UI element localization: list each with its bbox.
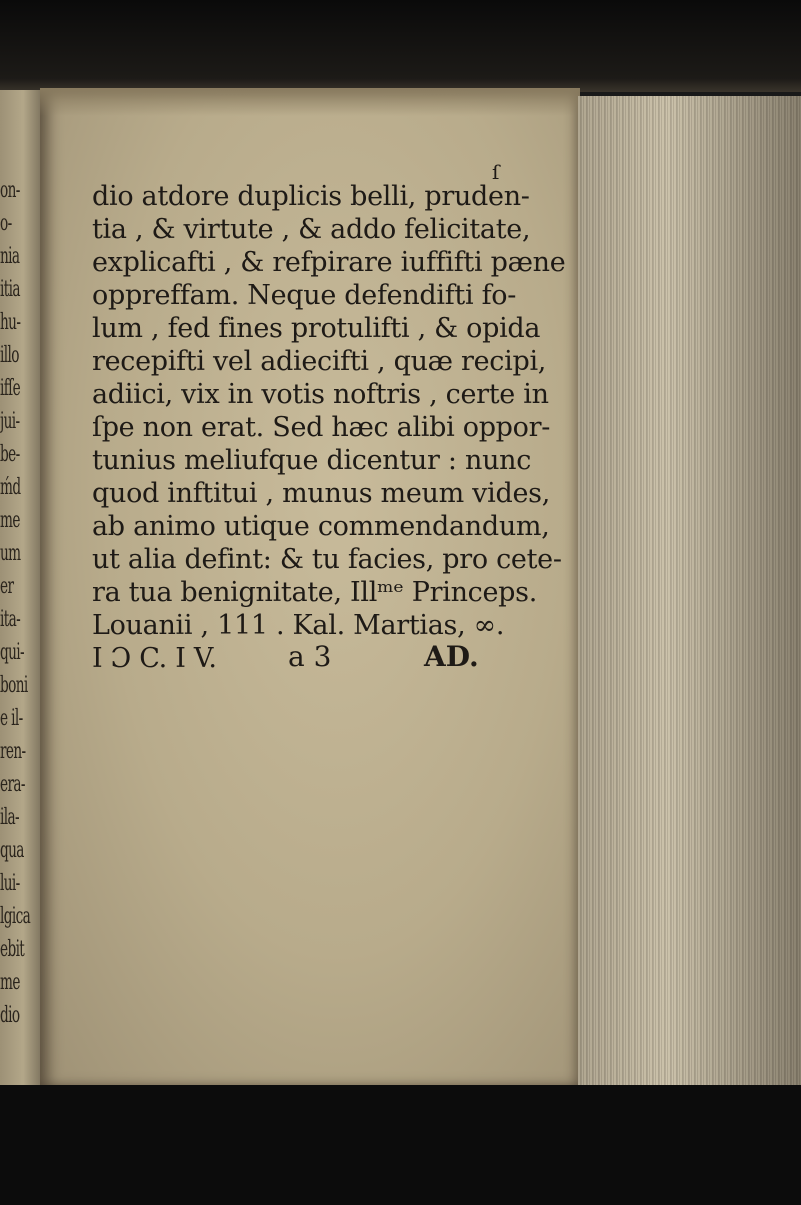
left-fragment: on- — [0, 178, 20, 203]
text-line: recepifti vel adiecifti , quæ recipi, — [92, 346, 547, 377]
left-fragment: era- — [0, 772, 25, 797]
left-fragment: be- — [0, 442, 20, 467]
text-line: ra tua benignitate, Illᵐᵉ Princeps. — [92, 577, 537, 608]
text-line: I Ɔ C. I V. — [92, 643, 217, 674]
text-line: quod inftitui , munus meum vides, — [92, 478, 550, 509]
text-line: lum , fed fines protulifti , & opida — [92, 313, 541, 344]
corner-mark: ſ — [492, 160, 500, 184]
left-fragment: lui- — [0, 871, 20, 896]
left-fragment: qui- — [0, 640, 25, 665]
left-fragment: ifſe — [0, 376, 21, 401]
left-fragment: ita- — [0, 607, 21, 632]
text-line: adiici, vix in votis noftris , certe in — [92, 379, 549, 410]
catchword: AD. — [424, 640, 479, 673]
left-fragment: ila- — [0, 805, 19, 830]
left-fragment: ebit — [0, 937, 25, 962]
left-fragment: me — [0, 970, 20, 995]
left-fragment: ren- — [0, 739, 26, 764]
text-line: explicafti , & refpirare iuffifti pæne — [92, 247, 566, 278]
left-fragment: o- — [0, 211, 12, 236]
page-edges-shade — [578, 96, 801, 1096]
left-fragment: e il- — [0, 706, 23, 731]
signature-mark: a 3 — [288, 640, 332, 673]
body-text — [92, 180, 566, 675]
text-line: oppreffam. Neque defendifti fo- — [92, 280, 517, 311]
left-page-strip — [0, 90, 42, 1090]
left-fragment: hu- — [0, 310, 21, 335]
text-line: ut alia defint: & tu facies, pro cete- — [92, 544, 562, 575]
left-fragment: me — [0, 508, 20, 533]
text-line: tunius meliufque dicentur : nunc — [92, 445, 532, 476]
bottom-shadow — [0, 1085, 801, 1205]
left-fragment: er — [0, 574, 14, 599]
left-fragment: qua — [0, 838, 24, 863]
left-fragment: nia — [0, 244, 20, 269]
left-fragment: illo — [0, 343, 19, 368]
left-fragment: dio — [0, 1003, 20, 1028]
text-line: Louanii , 111 . Kal. Martias, ∞. — [92, 610, 505, 641]
text-line: ſpe non erat. Sed hæc alibi oppor- — [92, 412, 551, 443]
left-fragment: lgica — [0, 904, 31, 929]
text-line: tia , & virtute , & addo felicitate, — [92, 214, 531, 245]
left-fragment: jui- — [0, 409, 20, 434]
page-top-edge — [40, 88, 580, 116]
left-fragment: ḿd — [0, 475, 21, 500]
left-fragment: um — [0, 541, 21, 566]
top-shadow — [0, 0, 801, 92]
left-fragment: itia — [0, 277, 20, 302]
left-fragment: boni — [0, 673, 28, 698]
text-line: ab animo utique commendandum, — [92, 511, 550, 542]
text-line: dio atdore duplicis belli, pruden- — [92, 181, 530, 212]
